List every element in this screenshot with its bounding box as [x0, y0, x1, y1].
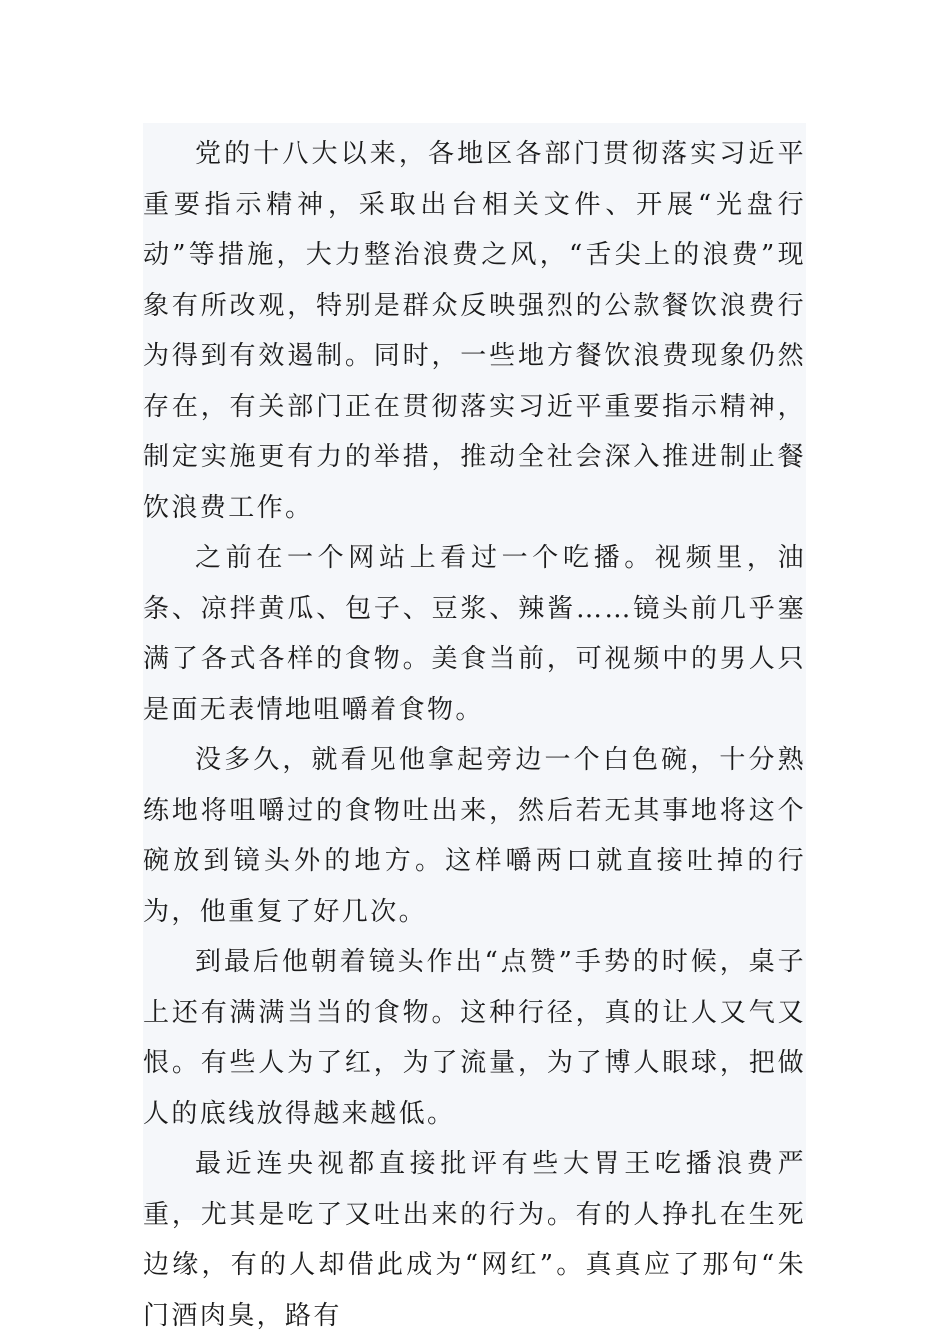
paragraph-4: 到最后他朝着镜头作出“点赞”手势的时候，桌子上还有满满当当的食物。这种行径，真的让人又气又恨。有些人为了红，为了流量，为了博人眼球，把做人的底线放得越来越低。: [143, 947, 806, 1129]
document-body: [143, 123, 806, 1331]
paragraph-2: 之前在一个网站上看过一个吃播。视频里，油条、凉拌黄瓜、包子、豆浆、辣酱……镜头前几乎塞满了各式各样的食物。美食当前，可视频中的男人只是面无表情地咀嚼着食物。: [143, 543, 806, 725]
paragraph-3: 没多久，就看见他拿起旁边一个白色碗，十分熟练地将咀嚼过的食物吐出来，然后若无其事地将这个碗放到镜头外的地方。这样嚼两口就直接吐掉的行为，他重复了好几次。: [143, 745, 806, 927]
paragraph-1: 党的十八大以来，各地区各部门贯彻落实习近平重要指示精神，采取出台相关文件、开展“光盘行动”等措施，大力整治浪费之风，“舌尖上的浪费”现象有所改观，特别是群众反映强烈的公款餐饮浪费行为得到有效遏制。同时，一些地方餐饮浪费现象仍然存在，有关部门正在贯彻落实习近平重要指示精神，制定实施更有力的举措，推动全社会深入推进制止餐饮浪费工作。: [143, 139, 806, 523]
paragraph-5: 最近连央视都直接批评有些大胃王吃播浪费严重，尤其是吃了又吐出来的行为。有的人挣扎在生死边缘，有的人却借此成为“网红”。真真应了那句“朱门酒肉臭，路有: [143, 1149, 806, 1331]
